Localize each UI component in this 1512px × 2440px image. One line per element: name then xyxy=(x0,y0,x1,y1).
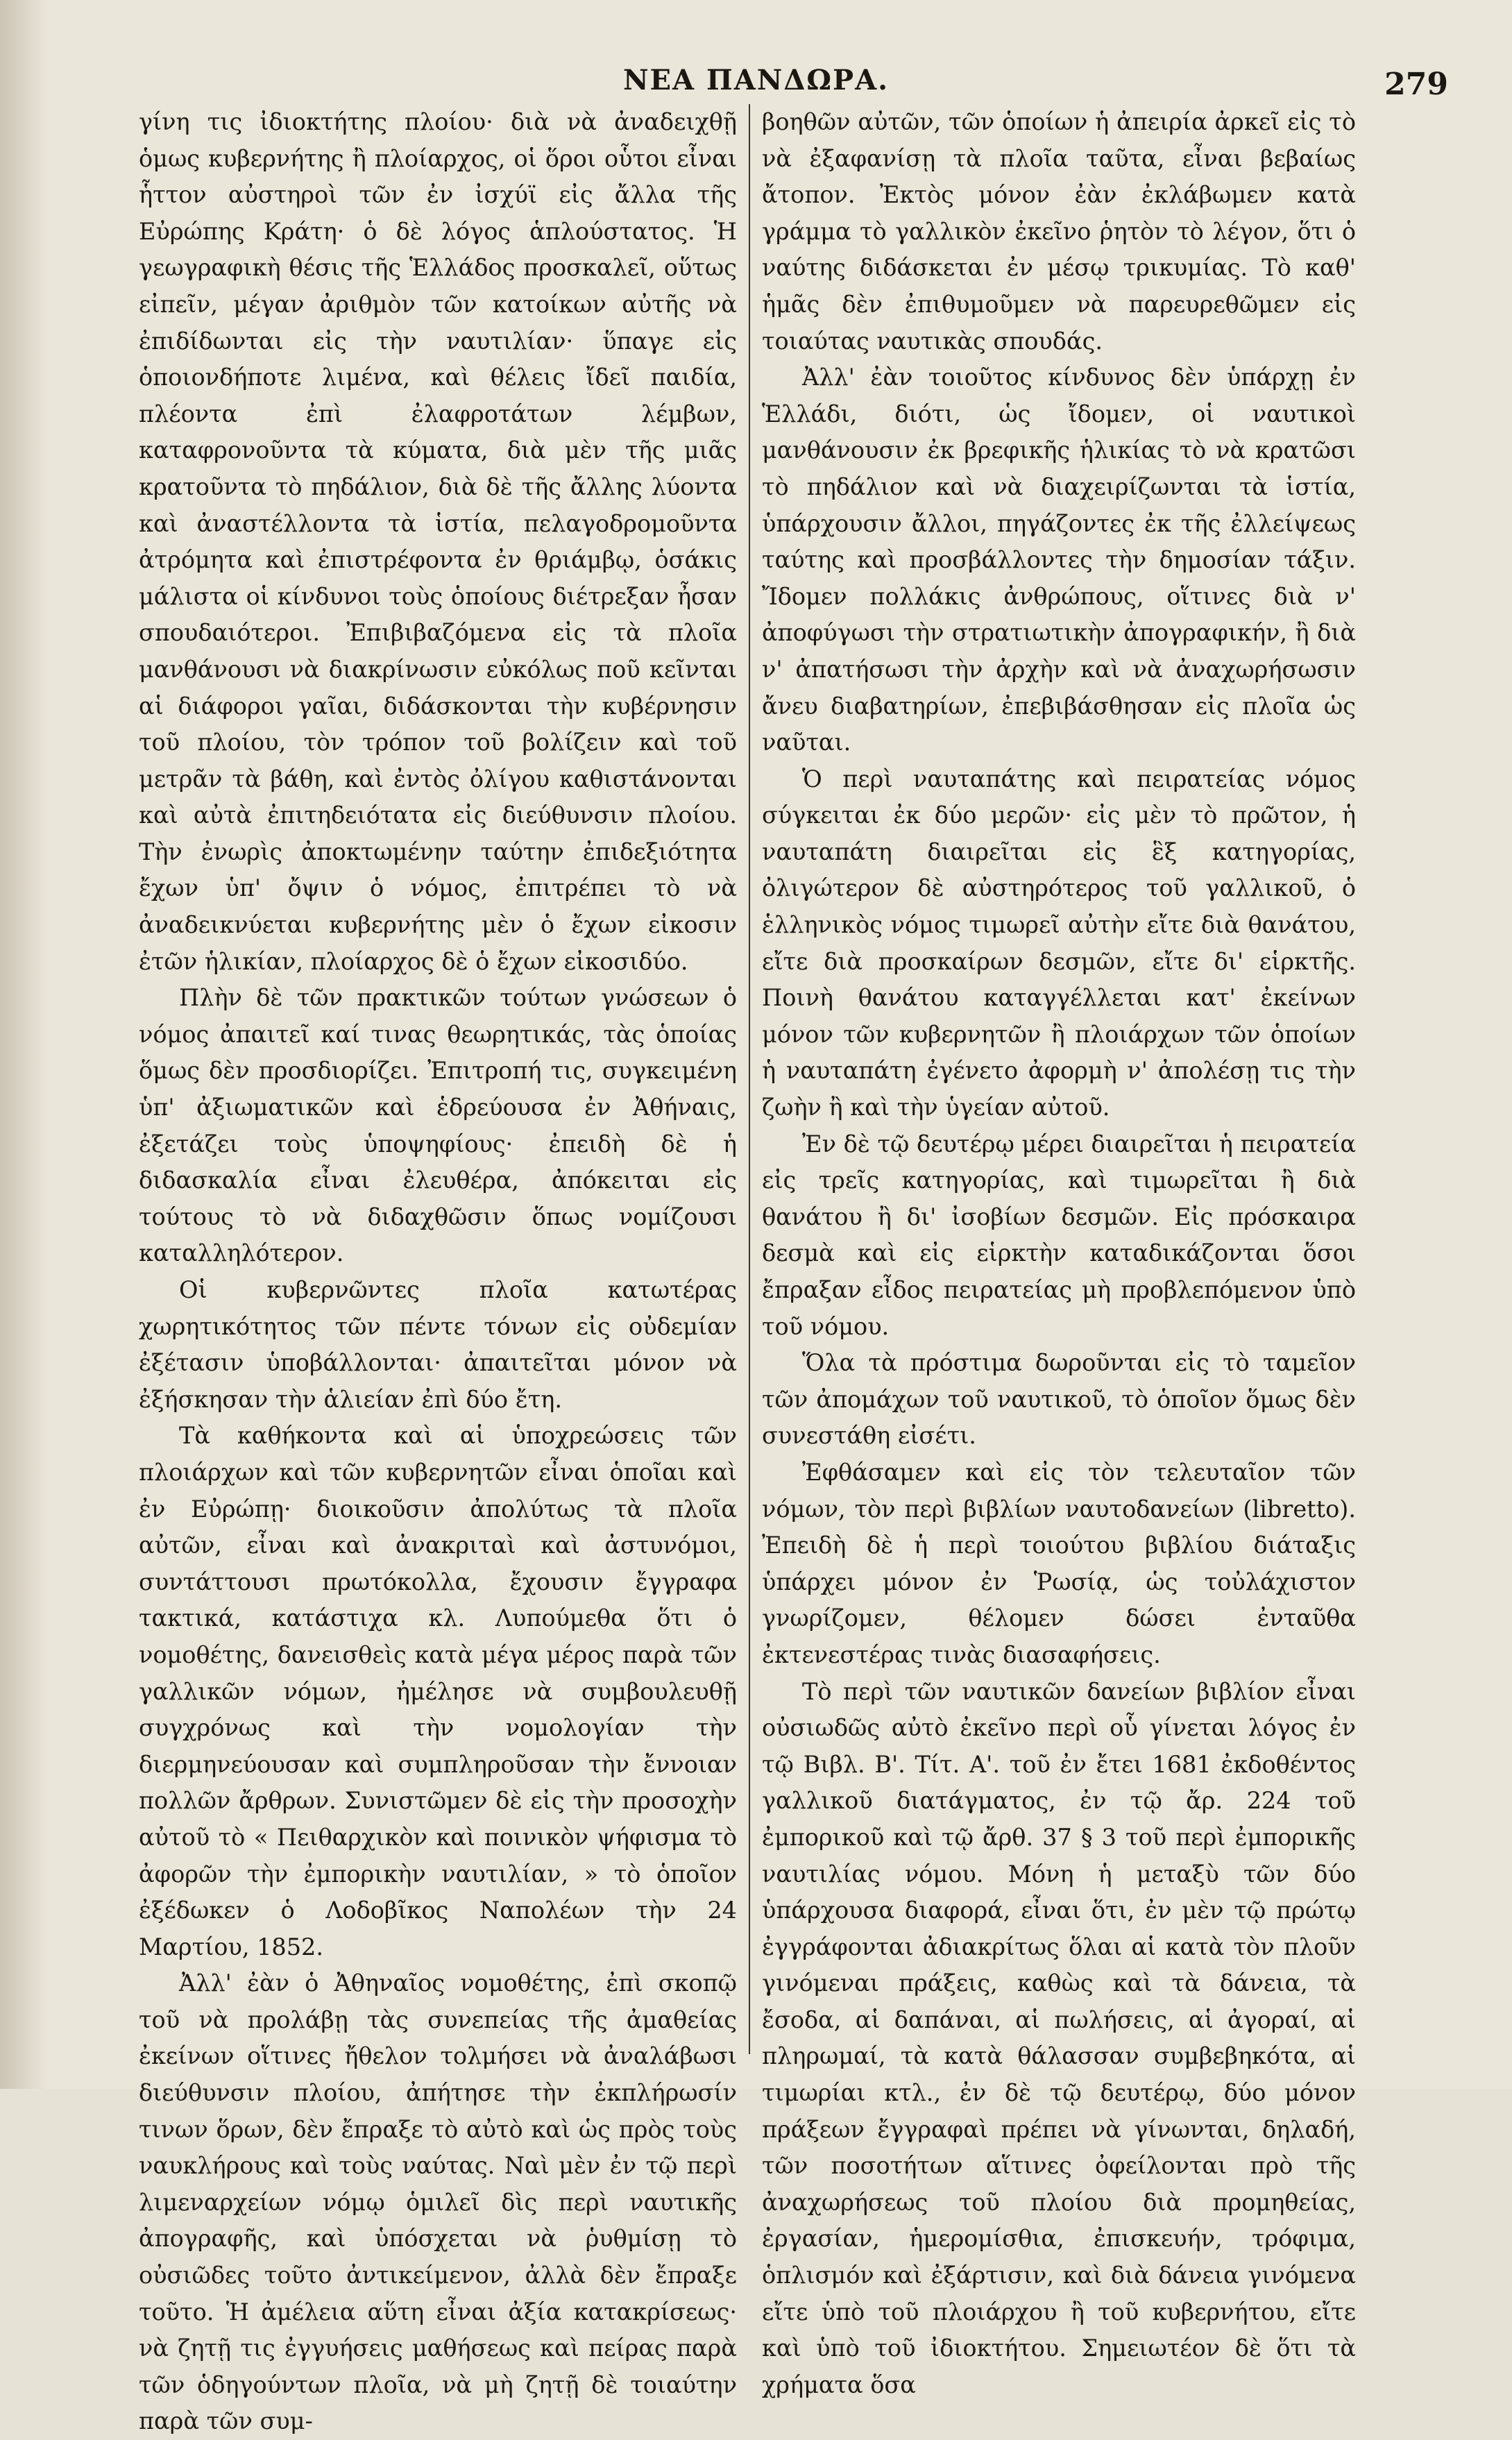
paragraph: Ὁ περὶ ναυταπάτης καὶ πειρατείας νόμος σύγκειται ἐκ δύο μερῶν· εἰς μὲν τὸ πρῶτον, ἡ ναυταπάτη διαιρεῖται εἰς ἓξ κατηγορίας, ὀλιγώτερον δὲ αὐστηρότερος τοῦ γαλλικοῦ, ὁ ἑλληνικὸς νόμος τιμωρεῖ αὐτὴν εἴτε διὰ θανάτου, εἴτε διὰ προσκαίρων δεσμῶν, εἴτε δι' εἱρκτῆς. Ποινὴ θανάτου καταγγέλλεται κατ' ἐκείνων μόνον τῶν κυβερνητῶν ἢ πλοιάρχων τῶν ὁποίων ἡ ναυταπάτη ἐγένετο ἀφορμὴ ν' ἀπολέσῃ τις τὴν ζωὴν ἢ καὶ τὴν ὑγείαν αὐτοῦ. xyxy=(762,765,1356,1121)
paragraph: Τὸ περὶ τῶν ναυτικῶν δανείων βιβλίον εἶναι οὐσιωδῶς αὐτὸ ἐκεῖνο περὶ οὗ γίνεται λόγος ἐν τῷ Βιβλ. Β'. Τίτ. Α'. τοῦ ἐν ἔτει 1681 ἐκδοθέντος γαλλικοῦ διατάγματος, ἐν τῷ ἄρ. 224 τοῦ ἐμπορικοῦ καὶ τῷ ἄρθ. 37 § 3 τοῦ περὶ ἐμπορικῆς ναυτιλίας νόμου. Μόνη ἡ μεταξὺ τῶν δύο ὑπάρχουσα διαφορά, εἶναι ὅτι, ἐν μὲν τῷ πρώτῳ ἐγγράφονται ἀδιακρίτως ὅλαι αἱ κατὰ τὸν πλοῦν γινόμεναι πράξεις, καθὼς καὶ τὰ δάνεια, τὰ ἔσοδα, αἱ δαπάναι, αἱ πωλήσεις, αἱ ἀγοραί, αἱ πληρωμαί, τὰ κατὰ θάλασσαν συμβεβηκότα, αἱ τιμωρίαι κτλ., ἐν δὲ τῷ δευτέρῳ, δύο μόνον πράξεων ἔγγραφαὶ πρέπει νὰ γίνωνται, δηλαδή, τῶν ποσοτήτων αἵτινες ὀφείλονται πρὸ τῆς ἀναχωρήσεως τοῦ πλοίου διὰ προμηθείας, ἐργασίαν, ἡμερομίσθια, ἐπισκευήν, τρόφιμα, ὁπλισμόν καὶ ἐξάρτισιν, καὶ διὰ δάνεια γινόμενα εἴτε ὑπὸ τοῦ πλοιάρχου ἢ τοῦ κυβερνήτου, εἴτε καὶ ὑπὸ τοῦ ἰδιοκτήτου. Σημειωτέον δὲ ὅτι τὰ χρήματα ὅσα xyxy=(762,1677,1356,2398)
column-divider xyxy=(749,104,750,2054)
paragraph: Ἀλλ' ἐὰν τοιοῦτος κίνδυνος δὲν ὑπάρχῃ ἐν Ἑλλάδι, διότι, ὡς ἴδομεν, οἱ ναυτικοὶ μανθάνουσιν ἐκ βρεφικῆς ἡλικίας τὸ νὰ κρατῶσι τὸ πηδάλιον καὶ νὰ διαχειρίζωνται τὰ ἱστία, ὑπάρχουσιν ἄλλοι, πηγάζοντες ἐκ τῆς ἐλλείψεως ταύτης καὶ προσβάλλοντες τὴν δημοσίαν τάξιν. Ἴδομεν πολλάκις ἀνθρώπους, οἵτινες διὰ ν' ἀποφύγωσι τὴν στρατιωτικὴν ἀπογραφικήν, ἢ διὰ ν' ἀπατήσωσι τὴν ἀρχὴν καὶ νὰ ἀναχωρήσωσιν ἄνευ διαβατηρίων, ἐπεβιβάσθησαν εἰς πλοῖα ὡς ναῦται. xyxy=(762,364,1356,756)
paragraph: βοηθῶν αὐτῶν, τῶν ὁποίων ἡ ἀπειρία ἀρκεῖ εἰς τὸ νὰ ἐξαφανίσῃ τὰ πλοῖα ταῦτα, εἶναι βεβαίως ἄτοπον. Ἐκτὸς μόνον ἐὰν ἐκλάβωμεν κατὰ γράμμα τὸ γαλλικὸν ἐκεῖνο ῥητὸν τὸ λέγον, ὅτι ὁ ναύτης διδάσκεται ἐν μέσῳ τρικυμίας. Τὸ καθ' ἡμᾶς δὲν ἐπιθυμοῦμεν νὰ παρευρεθῶμεν εἰς τοιαύτας ναυτικὰς σπουδάς. xyxy=(762,108,1356,355)
page-number: 279 xyxy=(1384,67,1448,102)
paragraph: Ὅλα τὰ πρόστιμα δωροῦνται εἰς τὸ ταμεῖον τῶν ἀπομάχων τοῦ ναυτικοῦ, τὸ ὁποῖον ὅμως δὲν συνεστάθη εἰσέτι. xyxy=(762,1349,1356,1450)
running-title: ΝΕΑ ΠΑΝΔΩΡΑ. xyxy=(622,64,890,96)
paragraph: Τὰ καθήκοντα καὶ αἱ ὑποχρεώσεις τῶν πλοιάρχων καὶ τῶν κυβερνητῶν εἶναι ὁποῖαι καὶ ἐν Εὐρώπῃ· διοικοῦσιν ἀπολύτως τὰ πλοῖα αὐτῶν, εἶναι καὶ ἀνακριταὶ καὶ ἀστυνόμοι, συντάττουσι πρωτόκολλα, ἔχουσιν ἔγγραφα τακτικά, κατάστιχα κλ. Λυπούμεθα ὅτι ὁ νομοθέτης, δανεισθεὶς κατὰ μέγα μέρος παρὰ τῶν γαλλικῶν νόμων, ἠμέλησε νὰ συμβουλευθῇ συγχρόνως καὶ τὴν νομολογίαν τὴν διερμηνεύουσαν καὶ συμπληροῦσαν τὴν ἔννοιαν πολλῶν ἄρθρων. Συνιστῶμεν δὲ εἰς τὴν προσοχὴν αὐτοῦ τὸ « Πειθαρχικὸν καὶ ποινικὸν ψήφισμα τὸ ἀφορῶν τὴν ἐμπορικὴν ναυτιλίαν, » τὸ ὁποῖον ἐξέδωκεν ὁ Λοδοβῖκος Ναπολέων τὴν 24 Μαρτίου, 1852. xyxy=(139,1422,737,1960)
paragraph: Ἀλλ' ἐὰν ὁ Ἀθηναῖος νομοθέτης, ἐπὶ σκοπῷ τοῦ νὰ προλάβῃ τὰς συνεπείας τῆς ἀμαθείας ἐκείνων οἵτινες ἤθελον τολμήσει νὰ ἀναλάβωσι διεύθυνσιν πλοίου, ἀπήτησε τὴν ἐκπλήρωσίν τινων ὅρων, δὲν ἔπραξε τὸ αὐτὸ καὶ ὡς πρὸς τοὺς ναυκλήρους καὶ τοὺς ναύτας. Ναὶ μὲν ἐν τῷ περὶ λιμεναρχείων νόμῳ ὁμιλεῖ δὶς περὶ ναυτικῆς ἀπογραφῆς, καὶ ὑπόσχεται νὰ ῥυθμίσῃ τὸ οὐσιῶδες τοῦτο ἀντικείμενον, ἀλλὰ δὲν ἔπραξε τοῦτο. Ἡ ἀμέλεια αὕτη εἶναι ἀξία κατακρίσεως· νὰ ζητῇ τις ἐγγυήσεις μαθήσεως καὶ πείρας παρὰ τῶν ὁδηγούντων πλοῖα, νὰ μὴ ζητῇ δὲ τοιαύτην παρὰ τῶν συμ- xyxy=(139,1969,737,2435)
paragraph: Ἐφθάσαμεν καὶ εἰς τὸν τελευταῖον τῶν νόμων, τὸν περὶ βιβλίων ναυτοδανείων (libretto). Ἐπειδὴ δὲ ἡ περὶ τοιούτου βιβλίου διάταξις ὑπάρχει μόνον ἐν Ῥωσίᾳ, ὡς τοὐλάχιστον γνωρίζομεν, θέλομεν δώσει ἐνταῦθα ἐκτενεστέρας τινὰς διασαφήσεις. xyxy=(762,1458,1356,1668)
paragraph: Οἱ κυβερνῶντες πλοῖα κατωτέρας χωρητικότητος τῶν πέντε τόνων εἰς οὐδεμίαν ἐξέτασιν ὑποβάλλονται· ἀπαιτεῖται μόνον νὰ ἐξήσκησαν τὴν ἁλιείαν ἐπὶ δύο ἔτη. xyxy=(139,1276,737,1413)
binding-shadow xyxy=(0,0,49,2089)
left-column xyxy=(139,104,737,2435)
right-column xyxy=(762,104,1356,2398)
paragraph: γίνη τις ἰδιοκτήτης πλοίου· διὰ νὰ ἀναδειχθῇ ὁμως κυβερνήτης ἢ πλοίαρχος, οἱ ὅροι οὗτοι εἶναι ἧττον αὐστηροὶ τῶν ἐν ἰσχύϊ εἰς ἄλλα τῆς Εὐρώπης Κράτη· ὁ δὲ λόγος ἁπλούστατος. Ἡ γεωγραφικὴ θέσις τῆς Ἑλλάδος προσκαλεῖ, οὕτως εἰπεῖν, μέγαν ἀριθμὸν τῶν κατοίκων αὐτῆς νὰ ἐπιδίδωνται εἰς τὴν ναυτιλίαν· ὕπαγε εἰς ὁποιονδήποτε λιμένα, καὶ θέλεις ἴδεῖ παιδία, πλέοντα ἐπὶ ἐλαφροτάτων λέμβων, καταφρονοῦντα τὰ κύματα, διὰ μὲν τῆς μιᾶς κρατοῦντα τὸ πηδάλιον, διὰ δὲ τῆς ἄλλης λύοντα καὶ ἀναστέλλοντα τὰ ἱστία, πελαγοδρομοῦντα ἀτρόμητα καὶ ἐπιστρέφοντα ἐν θριάμβῳ, ὁσάκις μάλιστα οἱ κίνδυνοι τοὺς ὁποίους διέτρεξαν ἦσαν σπουδαιότεροι. Ἐπιβιβαζόμενα εἰς τὰ πλοῖα μανθάνουσι νὰ διακρίνωσιν εὐκόλως ποῦ κεῖνται αἱ διάφοροι γαῖαι, διδάσκονται τὴν κυβέρνησιν τοῦ πλοίου, τὸν τρόπον τοῦ βολίζειν καὶ τοῦ μετρᾶν τὰ βάθη, καὶ ἐντὸς ὀλίγου καθιστάνονται καὶ αὐτὰ ἐπιτηδειότατα εἰς διεύθυνσιν πλοίου. Τὴν ἐνωρὶς ἀποκτωμένην ταύτην ἐπιδεξιότητα ἔχων ὑπ' ὄψιν ὁ νόμος, ἐπιτρέπει τὸ νὰ ἀναδεικνύεται κυβερνήτης μὲν ὁ ἔχων εἰκοσιν ἐτῶν ἡλικίαν, πλοίαρχος δὲ ὁ ἔχων εἰκοσιδύο. xyxy=(139,108,737,975)
paragraph: Πλὴν δὲ τῶν πρακτικῶν τούτων γνώσεων ὁ νόμος ἀπαιτεῖ καί τινας θεωρητικάς, τὰς ὁποίας ὅμως δὲν προσδιορίζει. Ἐπιτροπή τις, συγκειμένη ὑπ' ἀξιωματικῶν καὶ ἑδρεύουσα ἐν Ἀθήναις, ἐξετάζει τοὺς ὑποψηφίους· ἐπειδὴ δὲ ἡ διδασκαλία εἶναι ἐλευθέρα, ἀπόκειται εἰς τούτους τὸ νὰ διδαχθῶσιν ὅπως νομίζουσι καταλληλότερον. xyxy=(139,984,737,1267)
paragraph: Ἐν δὲ τῷ δευτέρῳ μέρει διαιρεῖται ἡ πειρατεία εἰς τρεῖς κατηγορίας, καὶ τιμωρεῖται ἢ διὰ θανάτου ἢ δι' ἰσοβίων δεσμῶν. Εἰς πρόσκαιρα δεσμὰ καὶ εἰς εἱρκτὴν καταδικάζονται ὅσοι ἔπραξαν εἶδος πειρατείας μὴ προβλεπόμενον ὑπὸ τοῦ νόμου. xyxy=(762,1130,1356,1340)
